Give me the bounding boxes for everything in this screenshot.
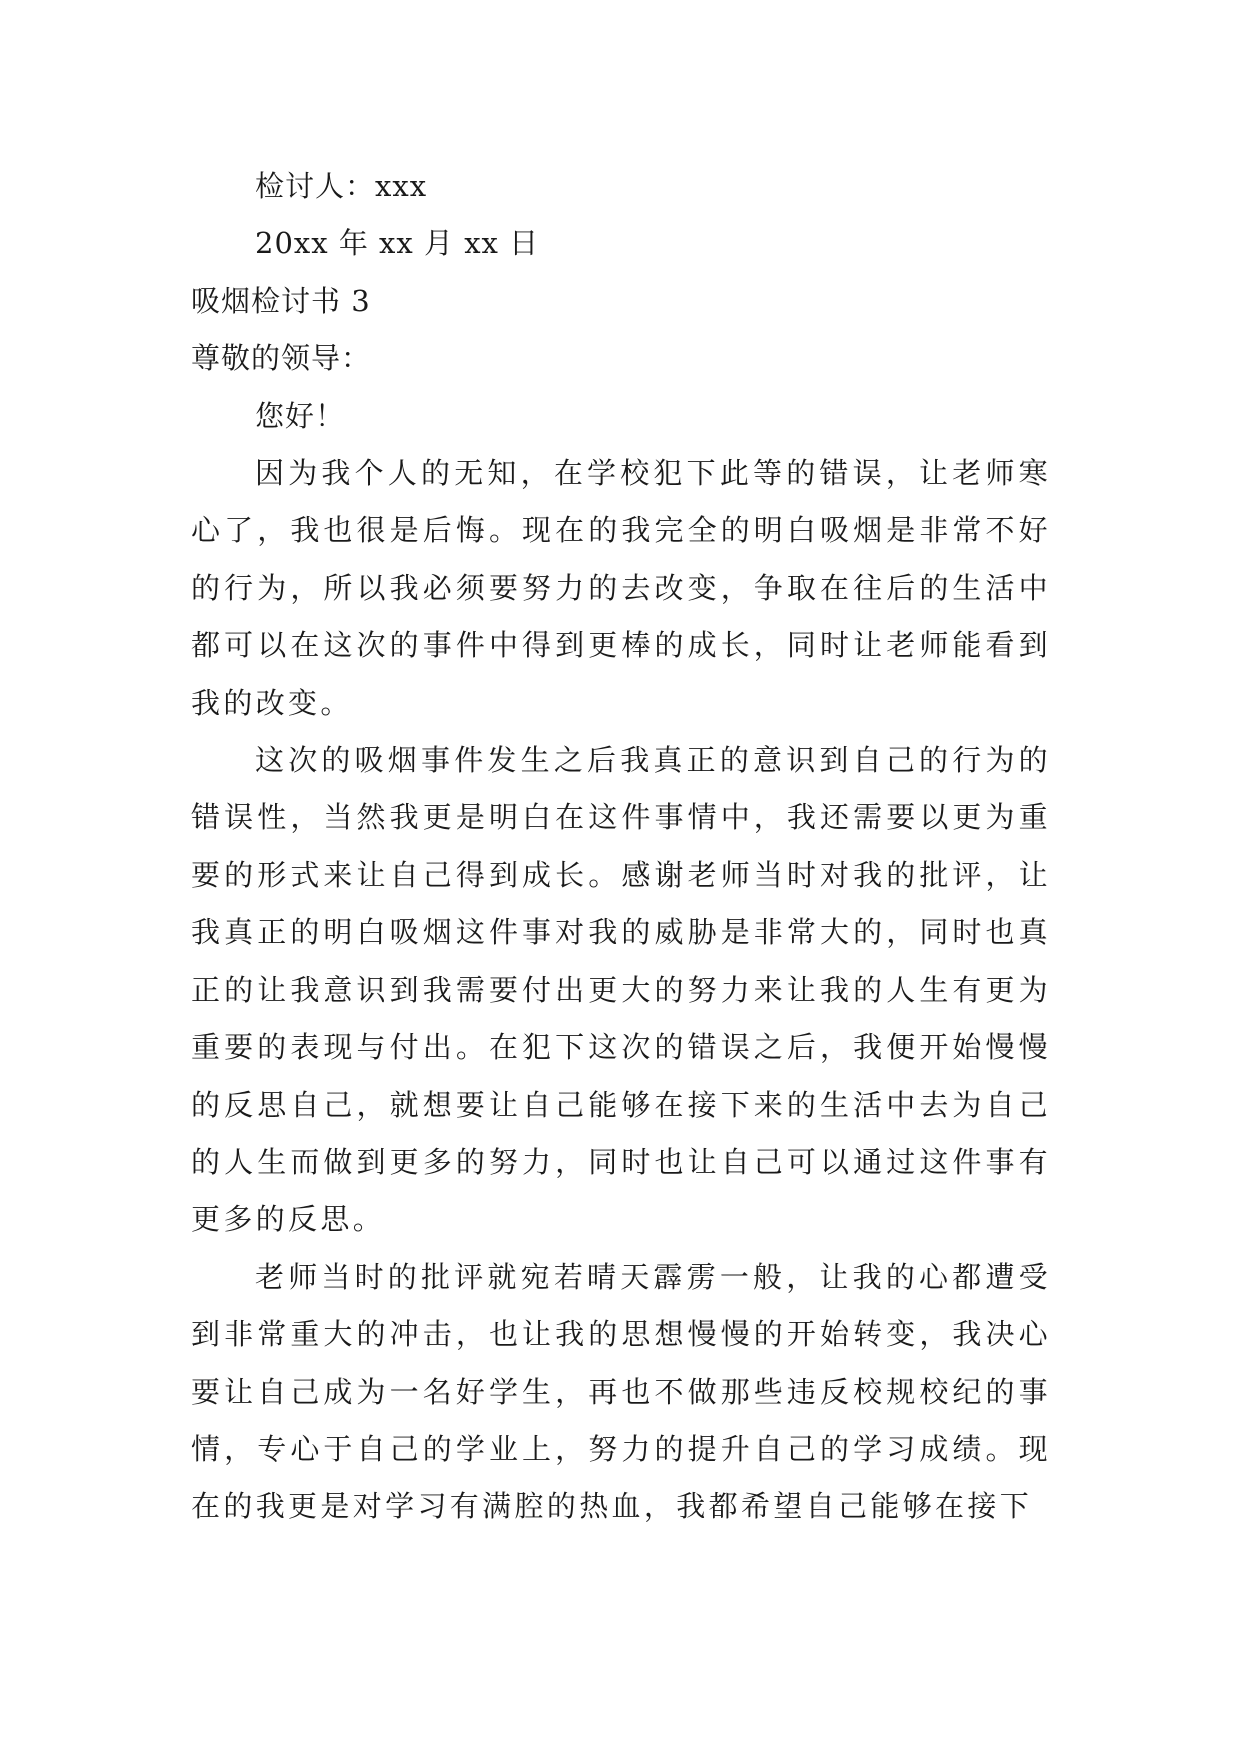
signature-date: 20xx 年 xx 月 xx 日 [255, 226, 540, 261]
document-title: 吸烟检讨书 3 [191, 283, 371, 318]
document-body [191, 158, 1051, 1536]
salutation: 尊敬的领导： [191, 341, 372, 376]
body-paragraph-3: 老师当时的批评就宛若晴天霹雳一般，让我的心都遭受到非常重大的冲击，也让我的思想慢慢的开始转变，我决心要让自己成为一名好学生，再也不做那些违反校规校纪的事情，专心于自己的学业上，努力的提升自己的学习成绩。现在的我更是对学习有满腔的热血，我都希望自己能够在接下 [191, 1259, 1051, 1524]
greeting: 您好！ [255, 398, 346, 433]
body-paragraph-2: 这次的吸烟事件发生之后我真正的意识到自己的行为的错误性，当然我更是明白在这件事情中，我还需要以更为重要的形式来让自己得到成长。感谢老师当时对我的批评，让我真正的明白吸烟这件事对我的威胁是非常大的，同时也真正的让我意识到我需要付出更大的努力来让我的人生有更为重要的表现与付出。在犯下这次的错误之后，我便开始慢慢的反思自己，就想要让自己能够在接下来的生活中去为自己的人生而做到更多的努力，同时也让自己可以通过这件事有更多的反思。 [191, 743, 1051, 1237]
body-paragraph-1: 因为我个人的无知，在学校犯下此等的错误，让老师寒心了，我也很是后悔。现在的我完全的明白吸烟是非常不好的行为，所以我必须要努力的去改变，争取在往后的生活中都可以在这次的事件中得到更棒的成长，同时让老师能看到我的改变。 [191, 456, 1051, 720]
reviewer-signature: 检讨人：xxx [255, 169, 428, 203]
